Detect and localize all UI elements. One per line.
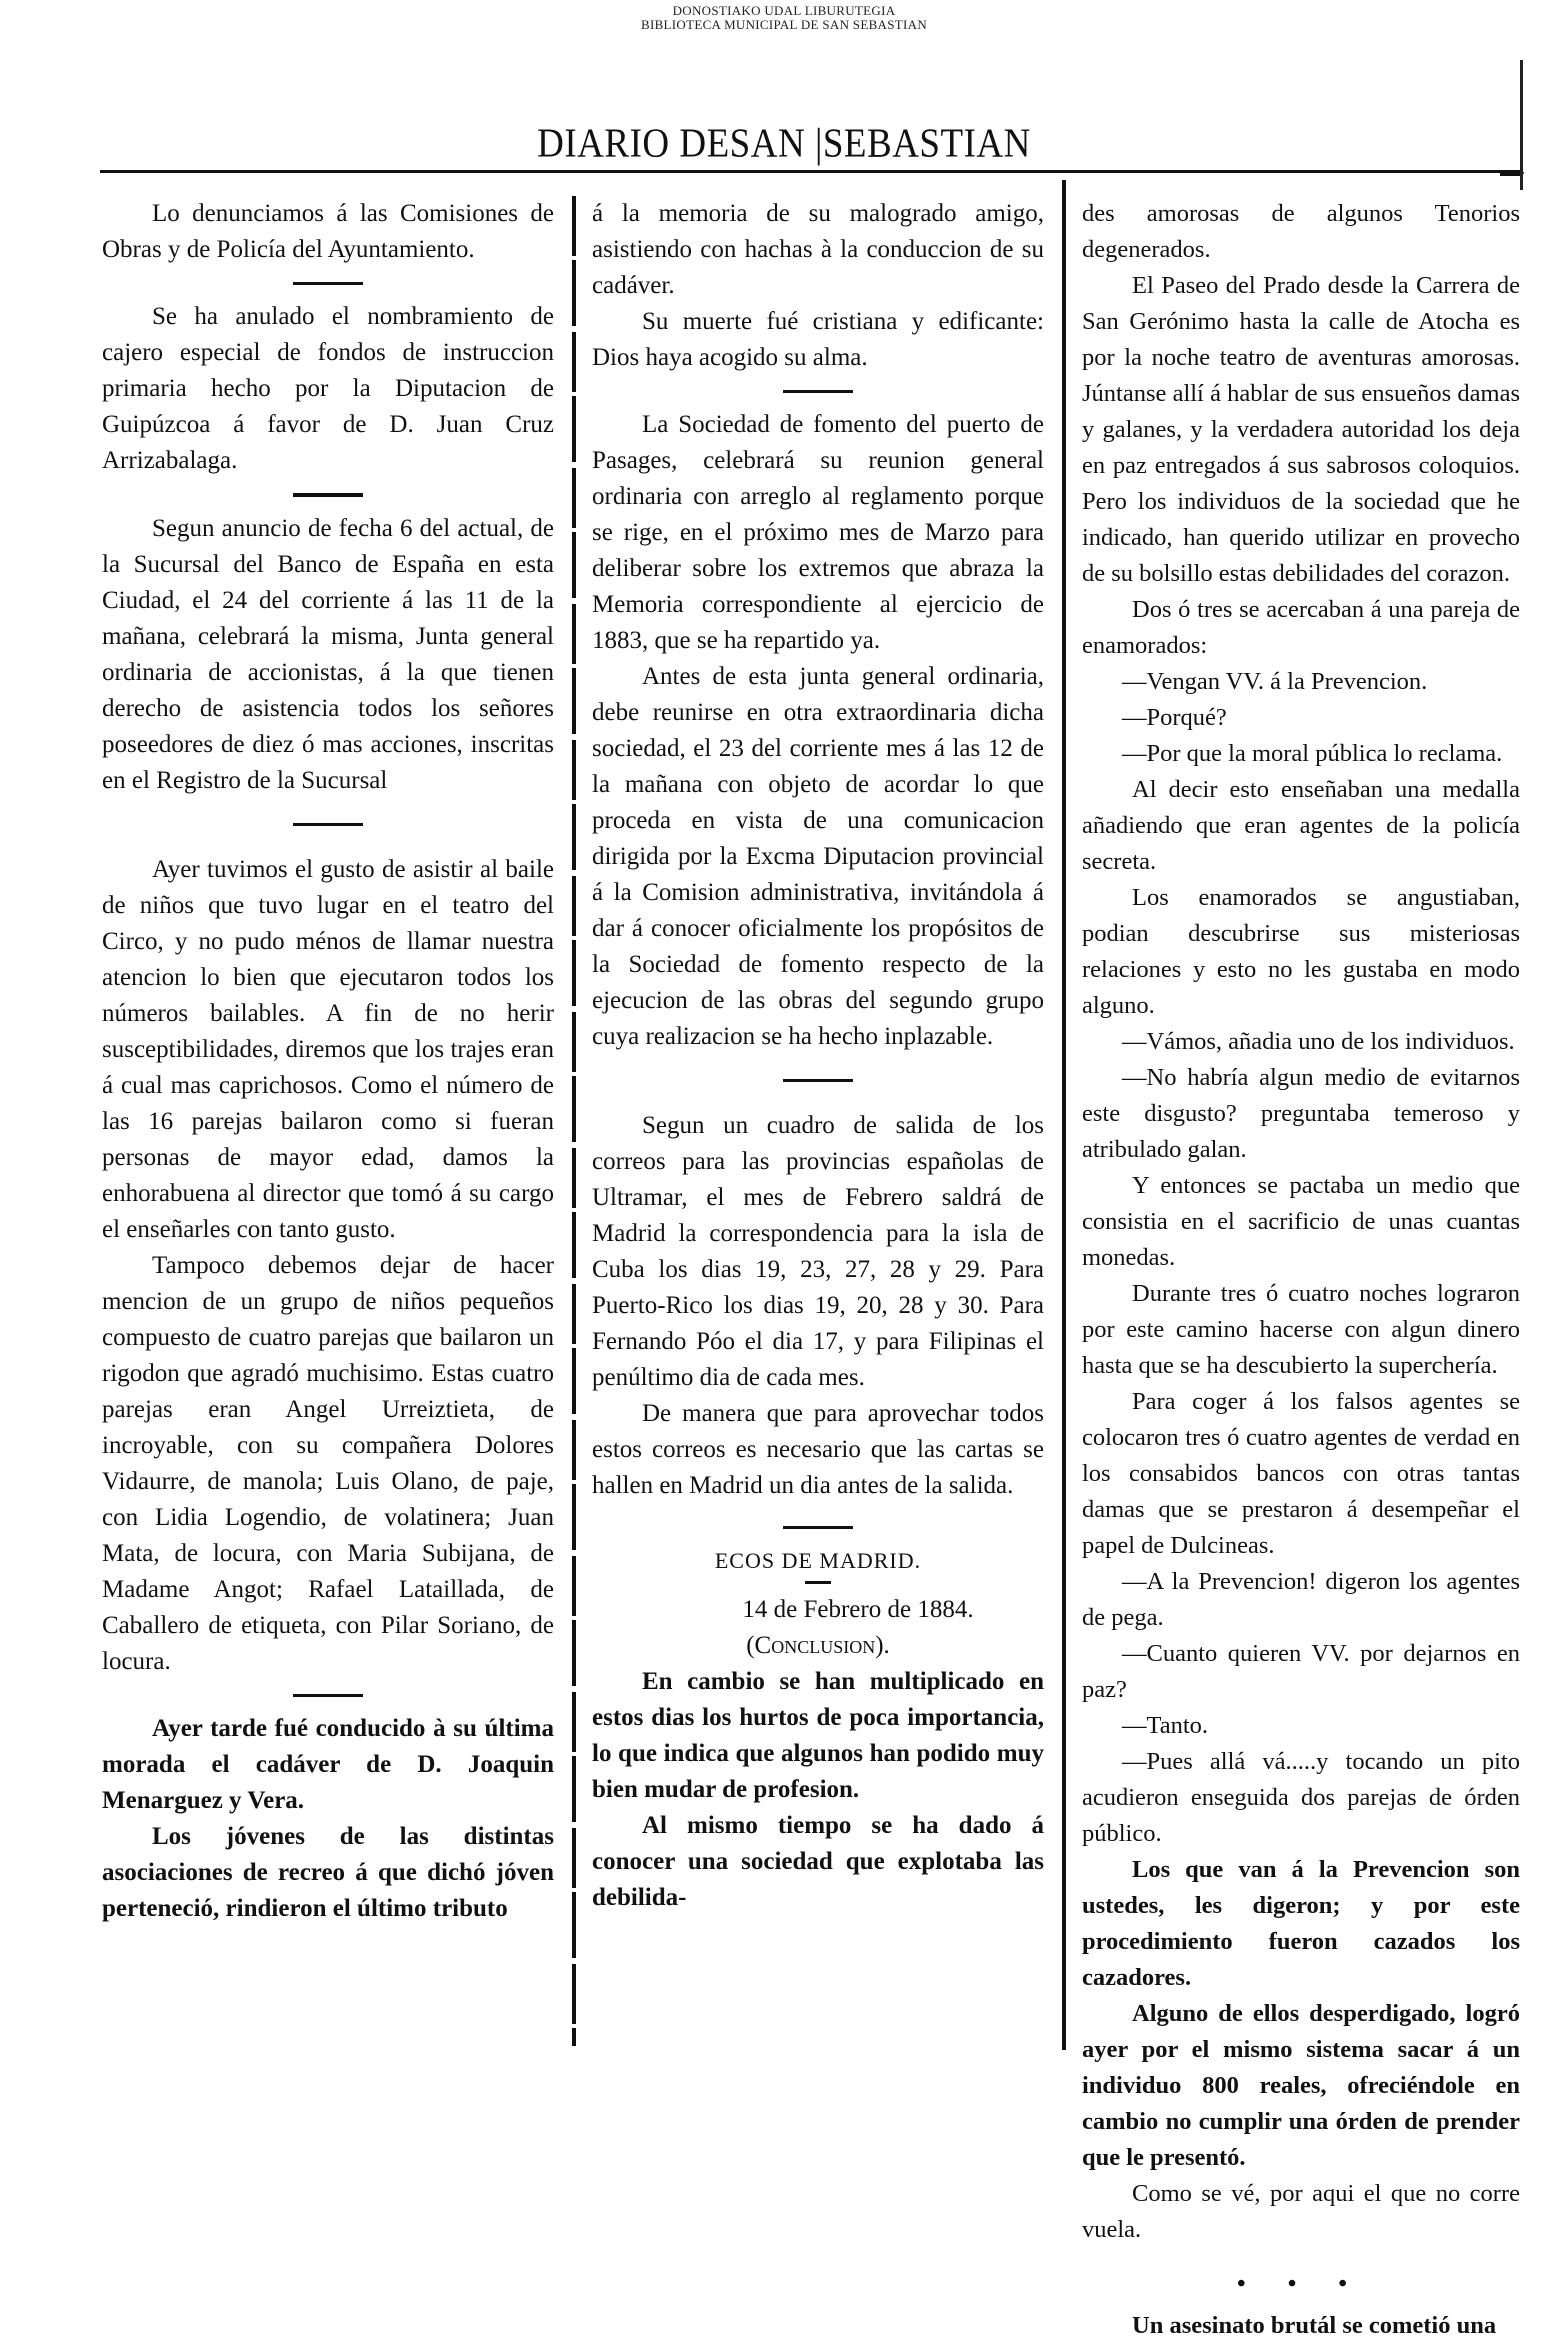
article-paragraph: Ayer tuvimos el gusto de asistir al baile de niños que tuvo lugar en el teatro del Circo, y no pudo ménos de llamar nuestra atencion lo bien que ejecutaron todos los números bailables. A fin de no herir susceptibilidades, diremos que los trajes eran á cual mas caprichosos. Como el número de las 16 parejas bailaron como si fueran personas de mayor edad, damos la enhorabuena al director que tomó á su cargo el enseñarles con tanto gusto.	[102, 856, 554, 1243]
article-paragraph: Tampoco debemos dejar de hacer mencion de un grupo de niños pequeños compuesto de cuatro parejas que bailaron un rigodon que agradó muchisimo. Estas cuatro parejas eran Angel Urreiztieta, de incroyable, con su compañera Dolores Vidaurre, de manola; Luis Olano, de paje, con Lidia Logendio, de volatinera; Juan Mata, de locura, con Maria Subijana, de Madame Angot; Rafael Lataillada, de Caballero de etiqueta, con Pilar Soriano, de locura.	[102, 1252, 554, 1675]
article-paragraph: La Sociedad de fomento del puerto de Pasages, celebrará su reunion general ordinaria con arreglo al reglamento porque se rige, en el próximo mes de Marzo para deliberar sobre los extremos que abraza la Memoria correspondiente al ejercicio de 1883, que se ha repartido ya.	[592, 411, 1044, 654]
conclusion-label: (Conclusion).	[746, 1632, 890, 1659]
article-paragraph: Dos ó tres se acercaban á una pareja de enamorados:	[1082, 596, 1520, 659]
article-paragraph: Un asesinato brutál se cometió una	[1132, 2312, 1497, 2339]
dialogue-line: —A la Prevencion! digeron los agentes de pega.	[1082, 1568, 1520, 1631]
column-divider-right	[1062, 180, 1066, 2050]
dialogue-line: —Pues allá vá.....y tocando un pito acudieron enseguida dos parejas de órden público.	[1082, 1748, 1520, 1847]
section-separator	[293, 493, 363, 497]
article-paragraph: Su muerte fué cristiana y edificante: Dios haya acogido su alma.	[592, 308, 1044, 371]
article-paragraph: En cambio se han multiplicado en estos dias los hurtos de poca importancia, lo que indica que algunos han podido muy bien mudar de profesion.	[592, 1668, 1044, 1803]
column-divider-left	[572, 196, 576, 2046]
section-separator	[783, 390, 853, 393]
section-separator	[293, 823, 363, 826]
section-heading: ECOS DE MADRID.	[714, 1548, 922, 1573]
section-separator	[293, 1694, 363, 1697]
library-header	[0, 4, 1568, 32]
article-paragraph: Al decir esto enseñaban una medalla añadiendo que eran agentes de la policía secreta.	[1082, 776, 1520, 875]
article-paragraph: Al mismo tiempo se ha dado á conocer una sociedad que explotaba las debilida-	[592, 1812, 1044, 1911]
article-paragraph: des amorosas de algunos Tenorios degenerados.	[1082, 200, 1520, 263]
section-separator	[783, 1079, 853, 1082]
dialogue-line: —Por que la moral pública lo reclama.	[1122, 740, 1503, 767]
article-paragraph: Los jóvenes de las distintas asociaciones de recreo á que dichó jóven perteneció, rindieron el último tributo	[102, 1823, 554, 1922]
dialogue-line: —Tanto.	[1122, 1712, 1209, 1739]
masthead-title: DIARIO DESAN |SEBASTIAN	[537, 120, 1031, 167]
article-paragraph: Los que van á la Prevencion son ustedes, les digeron; y por este procedimiento fueron cazados los cazadores.	[1082, 1856, 1520, 1991]
article-paragraph: Segun un cuadro de salida de los correos para las provincias españolas de Ultramar, el mes de Febrero saldrá de Madrid la correspondencia para la isla de Cuba los dias 19, 23, 27, 28 y 29. Para Puerto-Rico los dias 19, 20, 28 y 30. Para Fernando Póo el dia 17, y para Filipinas el penúltimo dia de cada mes.	[592, 1112, 1044, 1391]
article-paragraph: Durante tres ó cuatro noches lograron por este camino hacerse con algun dinero hasta que se ha descubierto la superchería.	[1082, 1280, 1520, 1379]
column-1	[102, 196, 554, 1927]
article-paragraph: Y entonces se pactaba un medio que consistia en el sacrificio de unas cuantas monedas.	[1082, 1172, 1520, 1271]
article-paragraph: Ayer tarde fué conducido à su última morada el cadáver de D. Joaquin Menarguez y Vera.	[102, 1715, 554, 1814]
article-paragraph: Lo denunciamos á las Comisiones de Obras y de Policía del Ayuntamiento.	[102, 200, 554, 263]
dialogue-line: —Vámos, añadia uno de los individuos.	[1122, 1028, 1515, 1055]
article-paragraph: á la memoria de su malogrado amigo, asistiendo con hachas à la conduccion de su cadáver.	[592, 200, 1044, 299]
article-paragraph: Antes de esta junta general ordinaria, debe reunirse en otra extraordinaria dicha sociedad, el 23 del corriente mes á las 12 de la mañana con objeto de acordar lo que proceda en vista de una comunicacion dirigida por la Excma Diputacion provincial á la Comision administrativa, invitándola á dar á conocer oficialmente los propósitos de la Sociedad de fomento respecto de la ejecucion de las obras del segundo grupo cuya realizacion se ha hecho inplazable.	[592, 663, 1044, 1050]
article-paragraph: Para coger á los falsos agentes se colocaron tres ó cuatro agentes de verdad en los consabidos bancos con otras tantas damas que se prestaron á desempeñar el papel de Dulcineas.	[1082, 1388, 1520, 1559]
article-paragraph: Alguno de ellos desperdigado, logró ayer por el mismo sistema sacar á un individuo 800 reales, ofreciéndole en cambio no cumplir una órden de prender que le presentó.	[1082, 2000, 1520, 2171]
article-paragraph: Como se vé, por aqui el que no corre vuela.	[1082, 2180, 1520, 2243]
column-3	[1082, 196, 1520, 2344]
article-paragraph: El Paseo del Prado desde la Carrera de San Gerónimo hasta la calle de Atocha es por la noche teatro de aventuras amorosas. Júntanse allí á hablar de sus ensueños damas y galanes, y la verdadera autoridad los deja en paz entregados á sus sabrosos coloquios. Pero los individuos de la sociedad que he indicado, han querido utilizar en provecho de su bolsillo estas debilidades del corazon.	[1082, 272, 1520, 587]
page-edge-mark	[1520, 60, 1523, 190]
article-paragraph: De manera que para aprovechar todos estos correos es necesario que las cartas se hallen en Madrid un dia antes de la salida.	[592, 1400, 1044, 1499]
section-separator	[783, 1526, 853, 1529]
dialogue-line: —Vengan VV. á la Prevencion.	[1122, 668, 1428, 695]
dialogue-line: —Porqué?	[1122, 704, 1227, 731]
section-separator	[293, 282, 363, 285]
library-header-spanish: BIBLIOTECA MUNICIPAL DE SAN SEBASTIAN	[640, 17, 928, 32]
article-paragraph: Segun anuncio de fecha 6 del actual, de la Sucursal del Banco de España en esta Ciudad, el 24 del corriente á las 11 de la mañana, celebrará la misma, Junta general ordinaria de accionistas, á la que tienen derecho de asistencia todos los señores poseedores de diez ó mas acciones, inscritas en el Registro de la Sucursal	[102, 515, 554, 794]
section-dots: • • •	[1237, 2270, 1365, 2297]
masthead-rule	[100, 170, 1520, 173]
dialogue-line: —Cuanto quieren VV. por dejarnos en paz?	[1082, 1640, 1520, 1703]
dialogue-line: —No habría algun medio de evitarnos este disgusto? preguntaba temeroso y atribulado galan.	[1082, 1064, 1520, 1163]
article-paragraph: Los enamorados se angustiaban, podian descubrirse sus misteriosas relaciones y esto no les gustaba en modo alguno.	[1082, 884, 1520, 1019]
heading-rule	[805, 1581, 831, 1584]
article-paragraph: Se ha anulado el nombramiento de cajero especial de fondos de instruccion primaria hecho por la Diputacion de Guipúzcoa á favor de D. Juan Cruz Arrizabalaga.	[102, 303, 554, 474]
library-header-basque: DONOSTIAKO UDAL LIBURUTEGIA	[672, 3, 896, 18]
dateline: 14 de Febrero de 1884.	[742, 1596, 974, 1623]
column-2	[592, 196, 1044, 1916]
